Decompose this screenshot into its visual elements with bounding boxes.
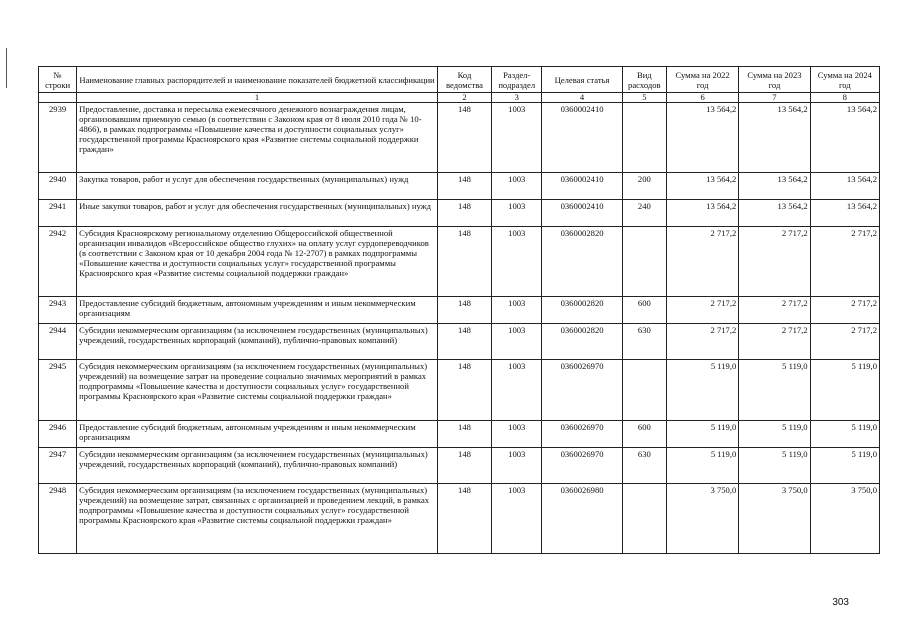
target-code: 0360026980 [542,484,622,554]
row-name: Предоставление, доставка и пересылка ежемесячного денежного вознаграждения лицам, организовавшим приемную семью (в соответствии с Законом края от 8 июля 2010 года № 10-4866), в рамках подпрограммы «Повышение качества и доступности социальных услуг» государственной программы Красноярского края «Развитие системы социальной поддержки граждан» [77,103,438,173]
target-code: 0360026970 [542,360,622,421]
sum-2024: 2 717,2 [810,297,879,324]
row-name: Субсидия некоммерческим организациям (за исключением государственных (муниципальных) учреждений) на возмещение затрат на проведение социально значимых мероприятий в рамках подпрограммы «Повышение качества и доступности социальных услуг» государственной программы Красноярского края «Развитие системы социальной поддержки граждан» [77,360,438,421]
column-number: 6 [666,93,738,103]
header-row-number: № строки [39,67,77,93]
table-row [39,360,880,421]
budget-table [38,66,880,554]
table-row [39,297,880,324]
table-row [39,200,880,227]
row-number: 2943 [39,297,77,324]
sum-2023: 5 119,0 [739,360,810,421]
target-code: 0360002820 [542,297,622,324]
dept-code: 148 [437,103,491,173]
target-code: 0360002820 [542,227,622,297]
sum-2023: 3 750,0 [739,484,810,554]
sum-2022: 5 119,0 [666,448,738,484]
table-row [39,103,880,173]
expense-type: 600 [622,421,666,448]
sum-2023: 13 564,2 [739,103,810,173]
row-name: Закупка товаров, работ и услуг для обеспечения государственных (муниципальных) нужд [77,173,438,200]
sum-2024: 5 119,0 [810,448,879,484]
column-number: 5 [622,93,666,103]
sum-2024: 13 564,2 [810,173,879,200]
sum-2023: 2 717,2 [739,227,810,297]
header-sum-2024: Сумма на 2024 год [810,67,879,93]
dept-code: 148 [437,200,491,227]
column-number-row [39,93,880,103]
expense-type: 630 [622,324,666,360]
row-name: Предоставление субсидий бюджетным, автономным учреждениям и иным некоммерческим организациям [77,421,438,448]
header-name: Наименование главных распорядителей и наименование показателей бюджетной классификации [77,67,438,93]
sum-2022: 13 564,2 [666,200,738,227]
expense-type [622,360,666,421]
expense-type: 600 [622,297,666,324]
dept-code: 148 [437,484,491,554]
table-row [39,173,880,200]
sum-2024: 3 750,0 [810,484,879,554]
table-row [39,448,880,484]
section-code: 1003 [492,360,542,421]
table-row [39,421,880,448]
table-row [39,484,880,554]
section-code: 1003 [492,324,542,360]
table-row [39,324,880,360]
column-number: 1 [77,93,438,103]
binder-mark [6,48,7,88]
section-code: 1003 [492,173,542,200]
dept-code: 148 [437,173,491,200]
row-name: Субсидии некоммерческим организациям (за исключением государственных (муниципальных) учреждений, государственных корпораций (компаний), публично-правовых компаний) [77,324,438,360]
sum-2022: 5 119,0 [666,360,738,421]
target-code: 0360026970 [542,448,622,484]
row-number: 2942 [39,227,77,297]
column-number: 3 [492,93,542,103]
dept-code: 148 [437,324,491,360]
sum-2024: 2 717,2 [810,227,879,297]
sum-2024: 13 564,2 [810,103,879,173]
sum-2022: 13 564,2 [666,103,738,173]
row-number: 2939 [39,103,77,173]
sum-2023: 5 119,0 [739,421,810,448]
target-code: 0360002410 [542,200,622,227]
row-name: Субсидия некоммерческим организациям (за исключением государственных (муниципальных) учреждений) на возмещение затрат, связанных с организацией и проведением лекций, в рамках подпрограммы «Повышение качества и доступности социальных услуг» государственной программы Красноярского края «Развитие системы социальной поддержки граждан» [77,484,438,554]
header-target: Целевая статья [542,67,622,93]
sum-2024: 5 119,0 [810,360,879,421]
sum-2022: 2 717,2 [666,297,738,324]
row-name: Предоставление субсидий бюджетным, автономным учреждениям и иным некоммерческим организациям [77,297,438,324]
expense-type: 200 [622,173,666,200]
target-code: 0360002410 [542,103,622,173]
dept-code: 148 [437,297,491,324]
expense-type [622,227,666,297]
sum-2023: 5 119,0 [739,448,810,484]
header-section: Раздел-подраздел [492,67,542,93]
sum-2024: 13 564,2 [810,200,879,227]
row-name: Субсидии некоммерческим организациям (за исключением государственных (муниципальных) учреждений, государственных корпораций (компаний), публично-правовых компаний) [77,448,438,484]
sum-2023: 13 564,2 [739,173,810,200]
target-code: 0360002820 [542,324,622,360]
header-dept-code: Код ведомства [437,67,491,93]
section-code: 1003 [492,103,542,173]
dept-code: 148 [437,421,491,448]
row-number: 2948 [39,484,77,554]
row-number: 2944 [39,324,77,360]
row-number: 2941 [39,200,77,227]
header-expense-type: Вид расходов [622,67,666,93]
section-code: 1003 [492,484,542,554]
section-code: 1003 [492,448,542,484]
page-number: 303 [832,597,849,608]
sum-2022: 5 119,0 [666,421,738,448]
target-code: 0360026970 [542,421,622,448]
row-name: Субсидия Красноярскому региональному отделению Общероссийской общественной организации инвалидов «Всероссийское общество глухих» на оплату услуг сурдопереводчиков (в соответствии с Законом края от 10 декабря 2004 года № 12-2707) в рамках подпрограммы «Повышение качества и доступности социальных услуг» государственной программы Красноярского края «Развитие системы социальной поддержки граждан» [77,227,438,297]
header-row [39,67,880,93]
table-row [39,227,880,297]
expense-type: 240 [622,200,666,227]
sum-2024: 5 119,0 [810,421,879,448]
row-number: 2940 [39,173,77,200]
expense-type [622,103,666,173]
sum-2022: 2 717,2 [666,324,738,360]
row-number: 2946 [39,421,77,448]
row-number: 2947 [39,448,77,484]
row-number: 2945 [39,360,77,421]
section-code: 1003 [492,227,542,297]
dept-code: 148 [437,360,491,421]
column-number: 4 [542,93,622,103]
column-number: 2 [437,93,491,103]
sum-2022: 3 750,0 [666,484,738,554]
dept-code: 148 [437,227,491,297]
section-code: 1003 [492,200,542,227]
header-sum-2022: Сумма на 2022 год [666,67,738,93]
expense-type [622,484,666,554]
row-name: Иные закупки товаров, работ и услуг для обеспечения государственных (муниципальных) нужд [77,200,438,227]
sum-2023: 2 717,2 [739,324,810,360]
sum-2022: 13 564,2 [666,173,738,200]
column-number: 8 [810,93,879,103]
target-code: 0360002410 [542,173,622,200]
sum-2024: 2 717,2 [810,324,879,360]
sum-2023: 13 564,2 [739,200,810,227]
dept-code: 148 [437,448,491,484]
column-number: 7 [739,93,810,103]
section-code: 1003 [492,421,542,448]
section-code: 1003 [492,297,542,324]
header-sum-2023: Сумма на 2023 год [739,67,810,93]
expense-type: 630 [622,448,666,484]
sum-2022: 2 717,2 [666,227,738,297]
sum-2023: 2 717,2 [739,297,810,324]
column-number [39,93,77,103]
